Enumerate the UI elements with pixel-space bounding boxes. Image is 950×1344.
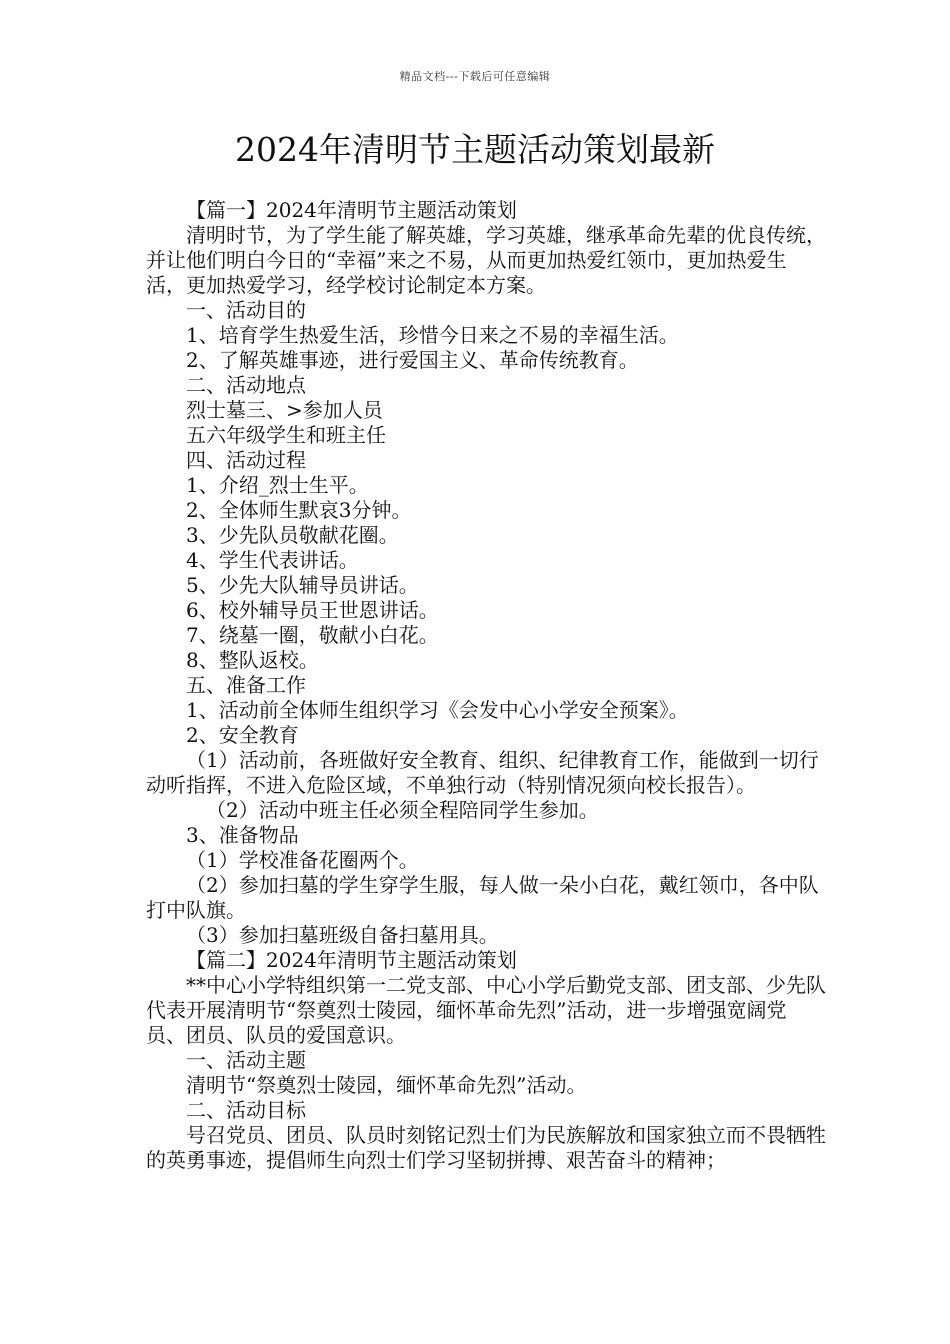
paragraph: 3、准备物品 bbox=[186, 823, 299, 847]
paragraph: 6、校外辅导员王世恩讲话。 bbox=[186, 598, 439, 622]
paragraph: 5、少先大队辅导员讲话。 bbox=[186, 573, 419, 597]
paragraph: 2、全体师生默哀3分钟。 bbox=[186, 498, 412, 522]
paragraph: （1）活动前，各班做好安全教育、组织、纪律教育工作，能做到一切行动听指挥，不进入危险区域，不单独行动（特别情况须向校长报告）。 bbox=[146, 748, 819, 797]
paragraph: 【篇一】2024年清明节主题活动策划 bbox=[186, 198, 517, 222]
paragraph: 【篇二】2024年清明节主题活动策划 bbox=[186, 948, 517, 972]
paragraph: （1）学校准备花圈两个。 bbox=[186, 848, 419, 872]
paragraph: 一、活动主题 bbox=[186, 1048, 306, 1072]
paragraph: 二、活动地点 bbox=[186, 373, 306, 397]
paragraph: 8、整队返校。 bbox=[186, 648, 319, 672]
paragraph: 7、绕墓一圈，敬献小白花。 bbox=[186, 623, 439, 647]
paragraph: **中心小学特组织第一二党支部、中心小学后勤党支部、团支部、少先队代表开展清明节“祭奠烈士陵园，缅怀革命先烈”活动，进一步增强宽阔党员、团员、队员的爱国意识。 bbox=[146, 973, 826, 1047]
paragraph: 烈士墓三、>参加人员 bbox=[186, 398, 383, 422]
paragraph: 4、学生代表讲话。 bbox=[186, 548, 359, 572]
paragraph: （2）活动中班主任必须全程陪同学生参加。 bbox=[206, 798, 599, 822]
paragraph: 2、了解英雄事迹，进行爱国主义、革命传统教育。 bbox=[186, 348, 639, 372]
paragraph: （2）参加扫墓的学生穿学生服，每人做一朵小白花，戴红领巾，各中队打中队旗。 bbox=[146, 873, 819, 922]
paragraph: 五、准备工作 bbox=[186, 673, 306, 697]
paragraph: 五六年级学生和班主任 bbox=[186, 423, 386, 447]
document-body bbox=[146, 198, 826, 1173]
paragraph: 2、安全教育 bbox=[186, 723, 299, 747]
paragraph: 清明节“祭奠烈士陵园，缅怀革命先烈”活动。 bbox=[186, 1073, 587, 1097]
paragraph: 1、介绍_烈士生平。 bbox=[186, 473, 369, 497]
paragraph: 清明时节，为了学生能了解英雄，学习英雄，继承革命先辈的优良传统，并让他们明白今日的“幸福”来之不易，从而更加热爱红领巾，更加热爱生活，更加热爱学习，经学校讨论制定本方案。 bbox=[146, 223, 826, 297]
paragraph: 3、少先队员敬献花圈。 bbox=[186, 523, 399, 547]
header-note: 精品文档---下载后可任意编辑 bbox=[399, 70, 551, 83]
paragraph: 二、活动目标 bbox=[186, 1098, 306, 1122]
paragraph: 一、活动目的 bbox=[186, 298, 306, 322]
paragraph: 1、培育学生热爱生活，珍惜今日来之不易的幸福生活。 bbox=[186, 323, 679, 347]
paragraph: 四、活动过程 bbox=[186, 448, 306, 472]
paragraph: 号召党员、团员、队员时刻铭记烈士们为民族解放和国家独立而不畏牺牲的英勇事迹，提倡师生向烈士们学习坚韧拼搏、艰苦奋斗的精神； bbox=[146, 1123, 826, 1172]
paragraph: 1、活动前全体师生组织学习《会发中心小学安全预案》。 bbox=[186, 698, 689, 722]
paragraph: （3）参加扫墓班级自备扫墓用具。 bbox=[186, 923, 499, 947]
document-title: 2024年清明节主题活动策划最新 bbox=[235, 130, 715, 169]
